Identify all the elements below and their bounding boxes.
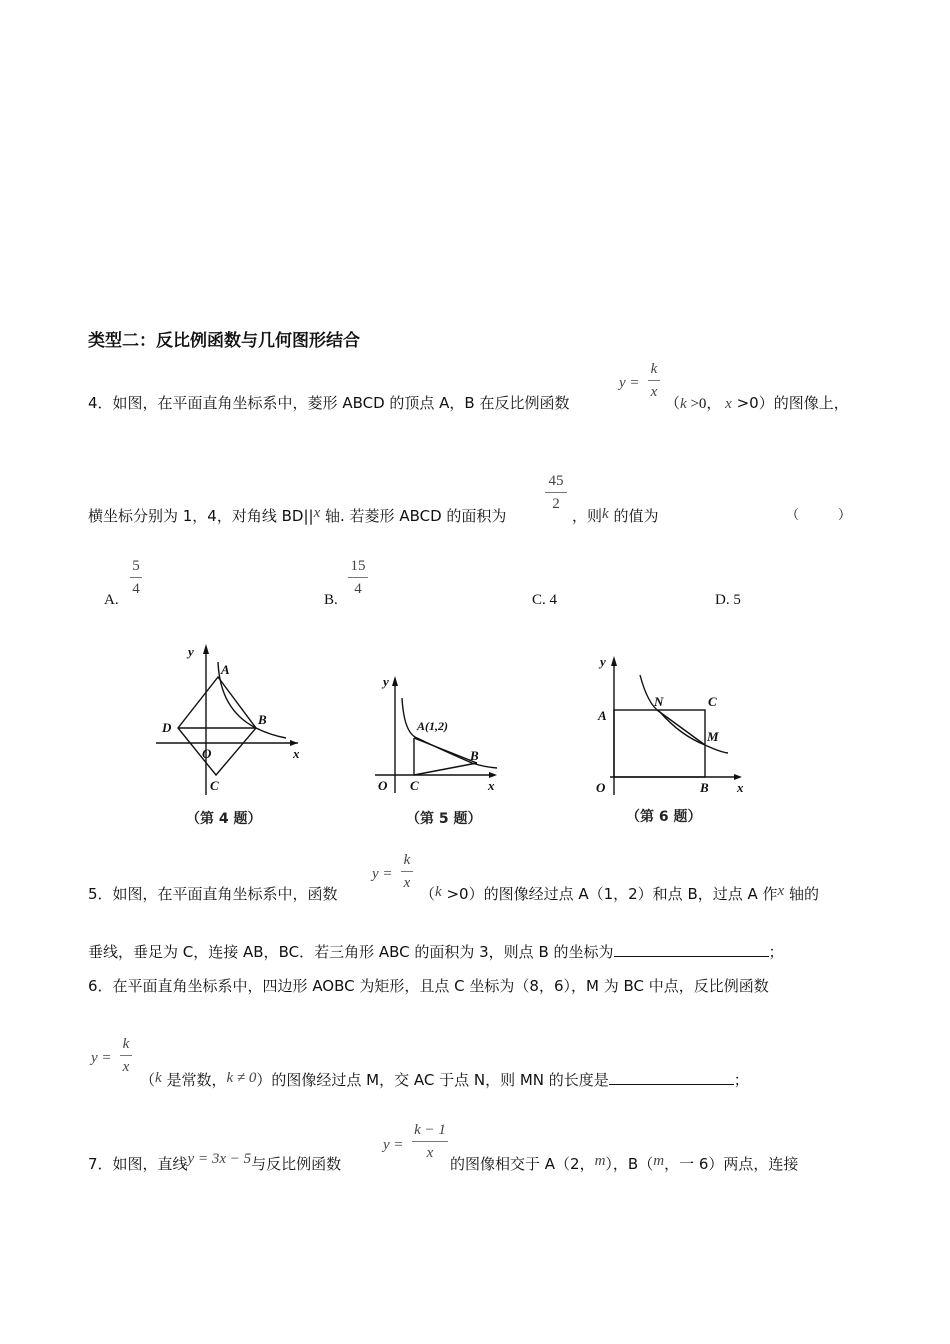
point-label-m: M — [707, 729, 719, 744]
option-d-value: 5 — [733, 592, 741, 608]
q5-line2-end: ； — [768, 943, 784, 961]
option-c[interactable] — [532, 590, 557, 610]
q4-line2-end — [572, 506, 658, 527]
k-relation: >0， — [686, 396, 722, 412]
point-label-a: A(1,2) — [417, 719, 448, 733]
point-label-a: A — [598, 708, 607, 723]
rhombus-graph — [148, 640, 308, 810]
q6-line2-suffix: ）的图像经过点 M，交 AC 于点 N，则 MN 的长度是 — [256, 1071, 609, 1089]
fraction-bar — [648, 380, 660, 381]
q5-line2 — [88, 942, 784, 962]
point-label-c: C — [210, 778, 219, 793]
fraction-denominator: x — [403, 875, 411, 891]
point-label-a: A — [221, 662, 230, 677]
fraction-bar — [120, 1055, 132, 1056]
axis-label-y: y — [600, 654, 606, 669]
x-relation: >0）的图像上， — [731, 394, 849, 412]
var-x: x — [313, 505, 321, 521]
q4-condition — [665, 393, 849, 414]
figure-q6 — [590, 650, 750, 830]
paren-open: （ — [665, 394, 681, 412]
q6-formula-fraction — [120, 1035, 132, 1076]
q4-line2-mid: 轴. 若菱形 ABCD 的面积为 — [320, 507, 507, 525]
k-not-zero: k ≠ 0 — [226, 1070, 257, 1086]
fraction-denominator: x — [426, 1145, 434, 1161]
q4-formula-fraction — [648, 360, 660, 401]
q7-formula-y: y = — [383, 1137, 404, 1153]
axis-label-x: x — [293, 746, 300, 761]
fraction-denominator: x — [650, 384, 658, 400]
q5-line1-rest — [420, 884, 819, 905]
q5-line2-text: 垂线，垂足为 C，连接 AB，BC．若三角形 ABC 的面积为 3，则点 B 的坐标为 — [88, 943, 614, 961]
q4-line2-suffix: 的值为 — [608, 507, 659, 525]
fraction-bar — [412, 1141, 448, 1142]
option-b-fraction — [348, 557, 368, 598]
fraction-numerator: k — [650, 361, 658, 377]
figure-caption: （第 5 题） — [406, 811, 482, 827]
answer-blank[interactable] — [614, 942, 769, 957]
q5-line1-end: 轴的 — [784, 885, 819, 903]
fraction-bar — [130, 577, 142, 578]
q4-line2-after: ，则 — [572, 507, 603, 525]
fraction-numerator: k — [122, 1036, 130, 1052]
rectangle-hyperbola-graph — [590, 650, 750, 800]
paren-open: （ — [140, 1071, 156, 1089]
option-a-label[interactable]: A. — [104, 592, 119, 608]
q7-mid: 与反比例函数 — [251, 1155, 342, 1173]
fraction-numerator: k — [403, 852, 411, 868]
option-d[interactable] — [715, 590, 741, 610]
var-m: m — [594, 1153, 606, 1169]
axis-label-y: y — [383, 674, 389, 689]
q7-prefix: 7．如图，直线 — [88, 1155, 188, 1173]
q4-formula-y: y = — [619, 375, 640, 391]
origin-label: O — [596, 780, 606, 795]
origin-label: O — [202, 746, 212, 761]
figure-q4 — [148, 640, 308, 830]
point-label-b: B — [700, 780, 709, 795]
point-label-d: D — [162, 720, 172, 735]
q6-line2-end: ； — [733, 1071, 749, 1089]
section-title: 类型二：反比例函数与几何图形结合 — [88, 331, 360, 351]
fraction-numerator: 15 — [350, 558, 366, 574]
q4-line2 — [88, 506, 506, 527]
point-label-c: C — [708, 694, 717, 709]
q6-cond-mid: 是常数， — [161, 1071, 227, 1089]
fraction-denominator: 2 — [552, 496, 560, 512]
fraction-bar — [401, 871, 413, 872]
answer-paren: （ ） — [786, 508, 852, 523]
point-label-b: B — [470, 748, 479, 763]
fraction-denominator: 4 — [132, 581, 140, 597]
paren-open: （ — [420, 885, 436, 903]
option-c-label: C. — [532, 592, 546, 608]
q7-after: 的图像相交于 A（2， — [450, 1155, 595, 1173]
q7-line1 — [88, 1151, 342, 1175]
q4-area-fraction — [545, 472, 567, 513]
line-equation: y = 3x − 5 — [187, 1151, 252, 1167]
q6-line2 — [140, 1070, 749, 1091]
var-k: k — [602, 506, 609, 522]
var-k: k — [155, 1070, 162, 1086]
figure-caption: （第 4 题） — [186, 811, 262, 827]
q4-line2-prefix: 横坐标分别为 1，4，对角线 BD|| — [88, 507, 314, 525]
answer-blank[interactable] — [609, 1070, 734, 1085]
q7-line1-rest — [450, 1154, 798, 1175]
option-a-fraction — [130, 557, 142, 598]
q6-line1: 6．在平面直角坐标系中，四边形 AOBC 为矩形，且点 C 坐标为（8，6），M 为 BC 中点，反比例函数 — [88, 977, 769, 995]
var-k: k — [680, 396, 687, 412]
q7-suffix: ，一 6）两点，连接 — [664, 1155, 799, 1173]
axis-label-x: x — [488, 778, 495, 793]
axis-label-x: x — [737, 780, 744, 795]
point-label-b: B — [258, 712, 267, 727]
fraction-numerator: 45 — [548, 473, 564, 489]
axis-label-y: y — [188, 644, 194, 659]
point-label-c: C — [410, 778, 419, 793]
point-label-n: N — [654, 694, 664, 709]
option-c-value: 4 — [549, 592, 558, 608]
fraction-numerator: 5 — [132, 558, 140, 574]
q7-after2: ），B（ — [605, 1155, 654, 1173]
q5-formula-y: y = — [372, 866, 393, 882]
q5-formula-fraction — [401, 851, 413, 892]
var-x: x — [725, 396, 732, 412]
var-m: m — [653, 1153, 665, 1169]
q5-line1-prefix: 5．如图，在平面直角坐标系中，函数 — [88, 885, 338, 903]
figure-caption: （第 6 题） — [626, 809, 702, 825]
fraction-denominator: 4 — [354, 581, 362, 597]
var-k: k — [435, 884, 442, 900]
option-b-label[interactable]: B. — [324, 592, 338, 608]
q6-formula-y: y = — [91, 1050, 112, 1066]
origin-label: O — [378, 778, 388, 793]
figure-q5 — [372, 668, 502, 828]
fraction-bar — [545, 492, 567, 493]
q5-line1-suffix: >0）的图像经过点 A（1，2）和点 B，过点 A 作 — [441, 885, 778, 903]
var-x: x — [777, 883, 785, 899]
q7-formula-fraction — [412, 1121, 448, 1162]
option-d-label: D. — [715, 592, 730, 608]
fraction-numerator: k − 1 — [414, 1122, 446, 1138]
hyperbola-triangle-graph — [372, 668, 502, 803]
fraction-denominator: x — [122, 1059, 130, 1075]
q4-line1-text: 4．如图，在平面直角坐标系中，菱形 ABCD 的顶点 A，B 在反比例函数 — [88, 394, 570, 412]
fraction-bar — [348, 577, 368, 578]
